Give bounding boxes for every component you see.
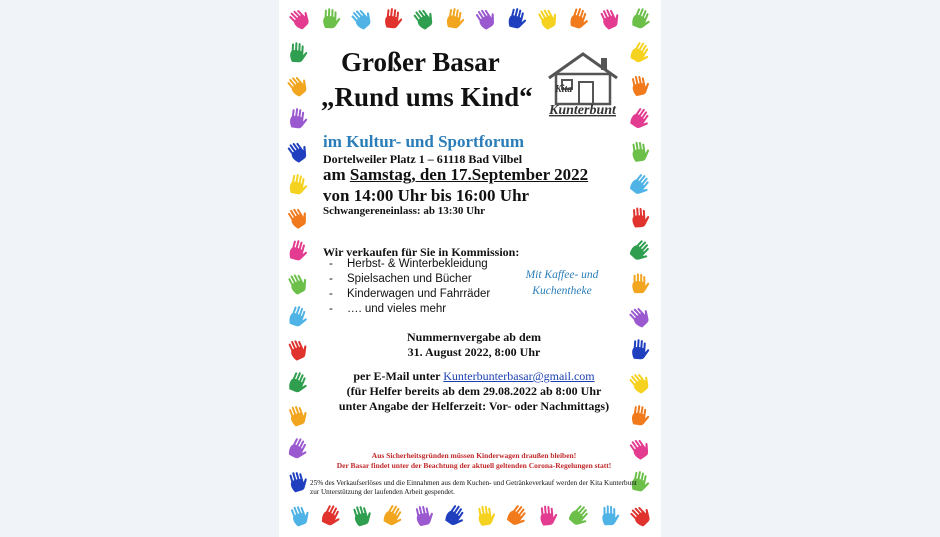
number-assignment	[359, 330, 589, 360]
handprint-icon	[284, 303, 312, 331]
handprint-icon	[629, 273, 651, 295]
kita-kunterbunt-logo	[541, 50, 625, 120]
handprint-icon	[283, 269, 313, 299]
handprint-icon	[628, 206, 651, 229]
handprint-icon	[440, 501, 471, 532]
handprint-icon	[381, 7, 405, 31]
handprint-icon	[316, 501, 345, 530]
house-logo-icon	[541, 50, 625, 120]
warning-line2: Der Basar findet unter der Beachtung der aktuell geltenden Corona-Regelungen statt!	[336, 461, 612, 470]
proceeds-note: 25% des Verkaufserlöses und die Einnahmen aus dem Kuchen- und Getränkeverkauf werden der Kita Kunterbunt zur Unterstützung der laufenden Arbeit gespendet.	[310, 479, 637, 496]
coffee-cake-note	[507, 267, 617, 299]
handprint-icon	[286, 41, 309, 64]
handprint-icon	[283, 203, 313, 233]
handprint-icon	[378, 501, 408, 531]
numbers-line2: 31. August 2022, 8:00 Uhr	[407, 345, 541, 359]
handprint-icon	[627, 73, 653, 99]
handprint-icon	[625, 38, 655, 68]
handprint-icon	[628, 338, 651, 361]
helpers-line1: (für Helfer bereits ab dem 29.08.2022 ab 8:00 Uhr	[346, 384, 602, 398]
helpers-line2: unter Angabe der Helferzeit: Vor- oder Nachmittags)	[338, 399, 610, 413]
venue-address: Dortelweiler Platz 1 – 61118 Bad Vilbel	[323, 152, 523, 166]
bazaar-poster	[279, 0, 661, 537]
handprint-icon	[565, 5, 593, 33]
coffee-line2: Kuchentheke	[532, 285, 592, 297]
handprint-icon	[625, 170, 656, 201]
handprint-icon	[348, 502, 375, 529]
date-prefix: am	[323, 165, 350, 184]
warning-line1: Aus Sicherheitsgründen müssen Kinderwagen draußen bleiben!	[371, 451, 577, 460]
handprint-icon	[625, 104, 656, 135]
coffee-line1: Mit Kaffee- und	[525, 269, 599, 281]
handprint-icon	[284, 402, 312, 430]
handprint-icon	[628, 140, 653, 165]
logo-word-kunterbunt: Kunterbunt	[549, 103, 616, 118]
handprint-icon	[283, 137, 314, 168]
email-contact	[309, 369, 639, 414]
email-prefix: per E-Mail unter	[353, 369, 444, 383]
date-text: Samstag, den 17.September 2022	[349, 165, 589, 184]
handprint-icon	[504, 6, 531, 33]
handprint-icon	[283, 335, 312, 364]
list-item: - Herbst- & Winterbekleidung	[329, 258, 488, 270]
event-time: von 14:00 Uhr bis 16:00 Uhr	[323, 186, 530, 205]
handprint-icon	[624, 301, 655, 332]
numbers-line1: Nummernvergabe ab dem	[407, 330, 541, 344]
handprint-icon	[286, 107, 311, 132]
email-link[interactable]: Kunterbunterbasar@gmail.com	[443, 369, 595, 383]
event-date	[323, 165, 588, 185]
safety-notice	[309, 451, 639, 471]
handprint-icon	[471, 4, 501, 34]
handprint-icon	[285, 238, 312, 265]
handprint-icon	[595, 4, 624, 33]
handprint-icon	[286, 502, 314, 530]
commission-list	[329, 257, 490, 317]
handprint-icon	[625, 500, 656, 531]
venue-name: im Kultur- und Sportforum	[323, 132, 525, 151]
handprint-icon	[320, 8, 343, 31]
handprint-icon	[411, 503, 437, 529]
handprint-icon	[533, 4, 563, 34]
handprint-icon	[473, 503, 498, 528]
handprint-icon	[563, 500, 594, 531]
handprint-icon	[409, 4, 440, 35]
handprint-icon	[627, 5, 656, 34]
handprint-icon	[346, 3, 377, 34]
handprint-icon	[536, 504, 560, 528]
handprint-icon	[283, 71, 314, 102]
list-item: - …. und vieles mehr	[329, 303, 447, 315]
list-item: - Spielsachen und Bücher	[329, 273, 472, 285]
handprint-icon	[284, 3, 315, 34]
handprint-icon	[285, 172, 311, 198]
email-line	[309, 369, 639, 384]
poster-title-line1: Großer Basar	[341, 47, 500, 77]
handprint-icon	[442, 6, 467, 31]
handprint-icon	[599, 505, 621, 527]
handprint-icon	[624, 235, 655, 266]
commission-heading: Wir verkaufen für Sie in Kommission:	[323, 245, 520, 259]
pregnant-entry-time: Schwangereneinlass: ab 13:30 Uhr	[323, 205, 486, 217]
list-item: - Kinderwagen und Fahrräder	[329, 288, 491, 300]
poster-title-line2: „Rund ums Kind“	[321, 82, 533, 112]
logo-word-kita: Kita	[555, 84, 573, 95]
handprint-icon	[284, 468, 311, 495]
handprint-icon	[502, 501, 533, 532]
